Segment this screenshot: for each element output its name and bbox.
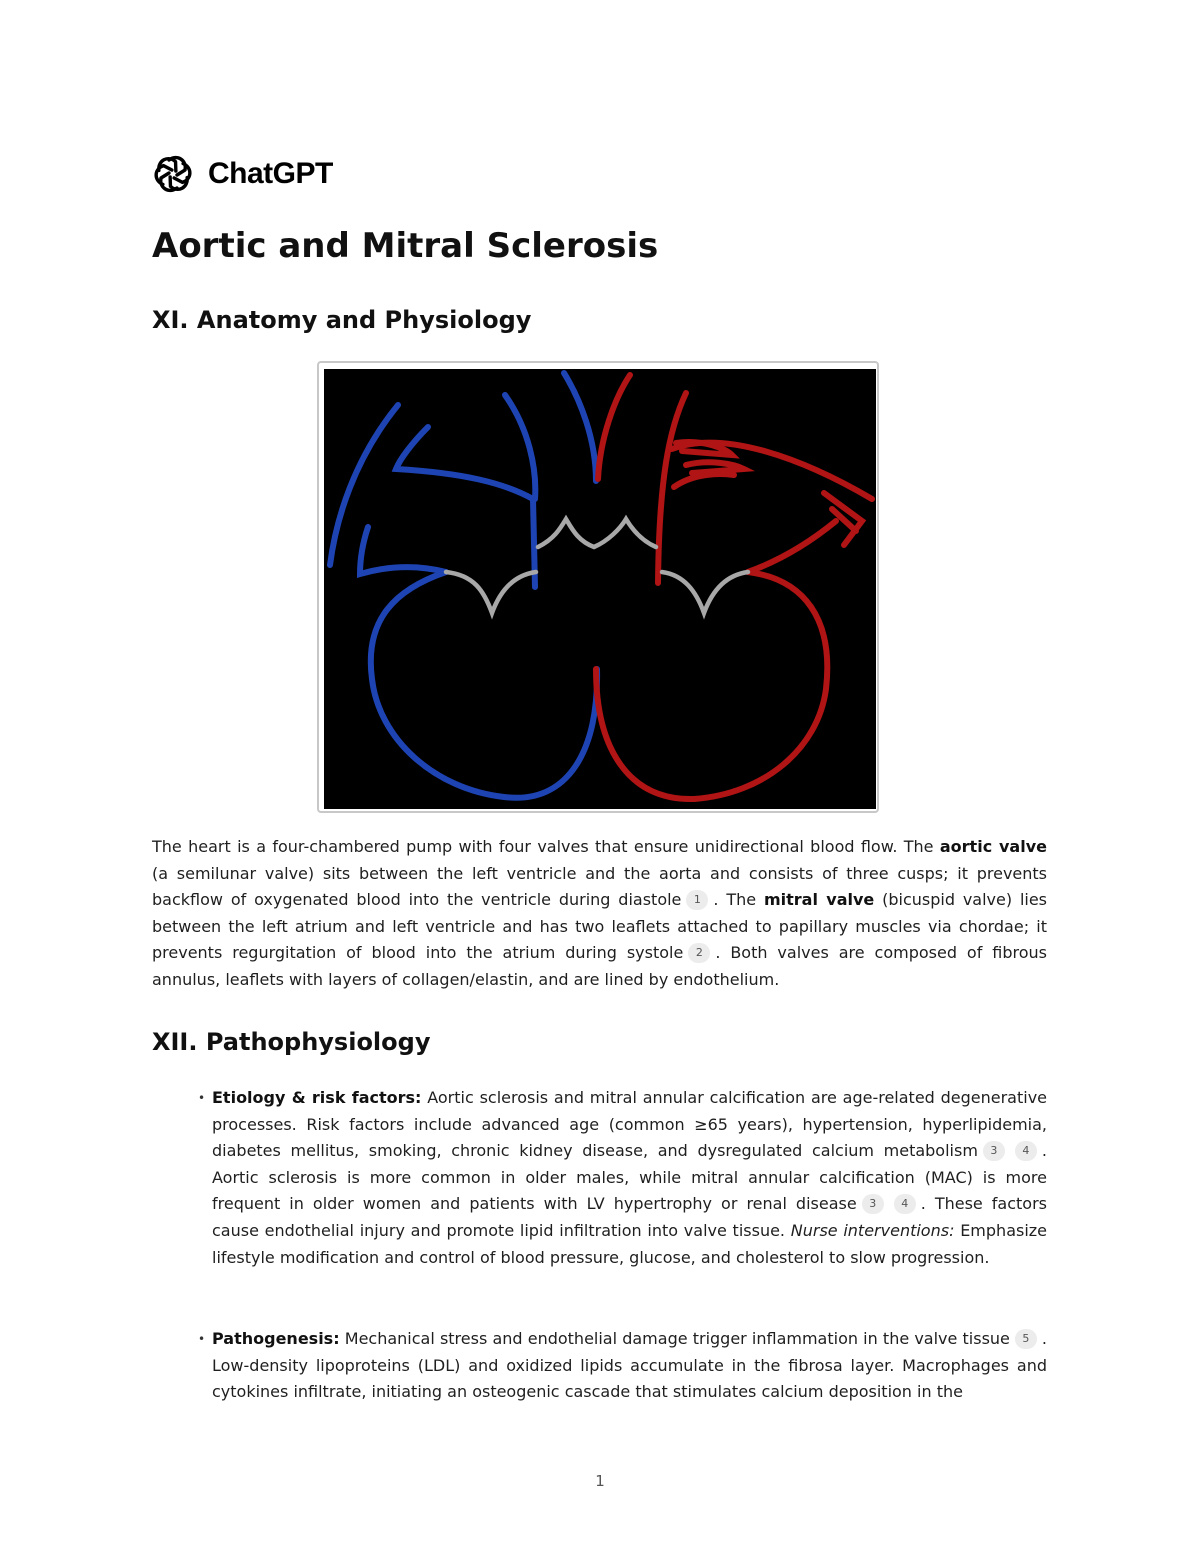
section-heading-pathophysiology: XII. Pathophysiology — [152, 1028, 431, 1056]
text-run: (a semilunar valve) sits between the left ventricle and the aorta and consists of three cusps; it prevents backflow of oxygenated blood into the ventricle during diastole — [152, 863, 1047, 910]
nurse-interventions-label: Nurse interventions: — [790, 1220, 955, 1240]
anatomy-paragraph — [152, 834, 1047, 994]
bullet-list — [198, 1085, 1047, 1271]
page-number: 1 — [595, 1472, 605, 1490]
brand-name: ChatGPT — [208, 157, 333, 190]
text-run: Emphasize lifestyle modification and control of blood pressure, glucose, and cholesterol to slow progression. — [212, 1220, 1048, 1267]
heart-diagram — [324, 369, 876, 809]
text-run: . Both valves are composed of fibrous annulus, leaflets with layers of collagen/elastin, and are lined by endothelium. — [152, 943, 1047, 989]
citation-badge[interactable]: 2 — [688, 943, 710, 963]
citation-badge[interactable]: 3 — [983, 1141, 1005, 1161]
bullet-label: Etiology & risk factors: — [212, 1088, 422, 1107]
text-run: Mechanical stress and endothelial damage trigger inflammation in the valve tissue — [339, 1329, 1010, 1348]
text-run: Aortic sclerosis and mitral annular calcification are age-related degenerative processes. Risk factors include advanced age (common ≥65 years), hypertension, hyperlipidemia, diabetes mellitus, smoking, chronic kidney disease, and dysregulated calcium metabolism — [212, 1088, 1048, 1161]
citation-badge[interactable]: 4 — [894, 1194, 916, 1214]
bullet-list — [198, 1326, 1047, 1406]
list-item-etiology — [198, 1085, 1047, 1271]
citation-badge[interactable]: 4 — [1015, 1141, 1037, 1161]
term-aortic-valve: aortic valve — [939, 837, 1047, 856]
heart-valve-figure — [317, 361, 879, 813]
citation-badge[interactable]: 1 — [686, 890, 708, 910]
text-run: . Low-density lipoproteins (LDL) and oxidized lipids accumulate in the fibrosa layer. Macrophages and cytokines infiltrate, initiating an osteogenic cascade that stimulates calcium deposition in the — [212, 1329, 1047, 1402]
brand-header — [152, 152, 333, 196]
citation-badge[interactable]: 5 — [1015, 1329, 1037, 1349]
citation-badge[interactable]: 3 — [862, 1194, 884, 1214]
text-run: . These factors cause endothelial injury and promote lipid infiltration into valve tissue. — [212, 1194, 1047, 1240]
text-run: . The — [713, 890, 764, 910]
bullet-label: Pathogenesis: — [212, 1329, 340, 1348]
text-run: The heart is a four-chambered pump with four valves that ensure unidirectional blood flow. The — [152, 837, 940, 856]
text-run: (bicuspid valve) lies between the left atrium and left ventricle and has two leaflets attached to papillary muscles via chordae; it prevents regurgitation of blood into the atrium during systole — [152, 890, 1048, 963]
page-title: Aortic and Mitral Sclerosis — [152, 226, 659, 266]
openai-logo-icon — [152, 153, 194, 195]
term-mitral-valve: mitral valve — [763, 890, 875, 910]
section-heading-anatomy: XI. Anatomy and Physiology — [152, 306, 532, 334]
list-item-pathogenesis — [198, 1326, 1047, 1406]
text-run: . Aortic sclerosis is more common in older males, while mitral annular calcification (MAC) is more frequent in older women and patients with LV hypertrophy or renal disease — [212, 1141, 1047, 1214]
